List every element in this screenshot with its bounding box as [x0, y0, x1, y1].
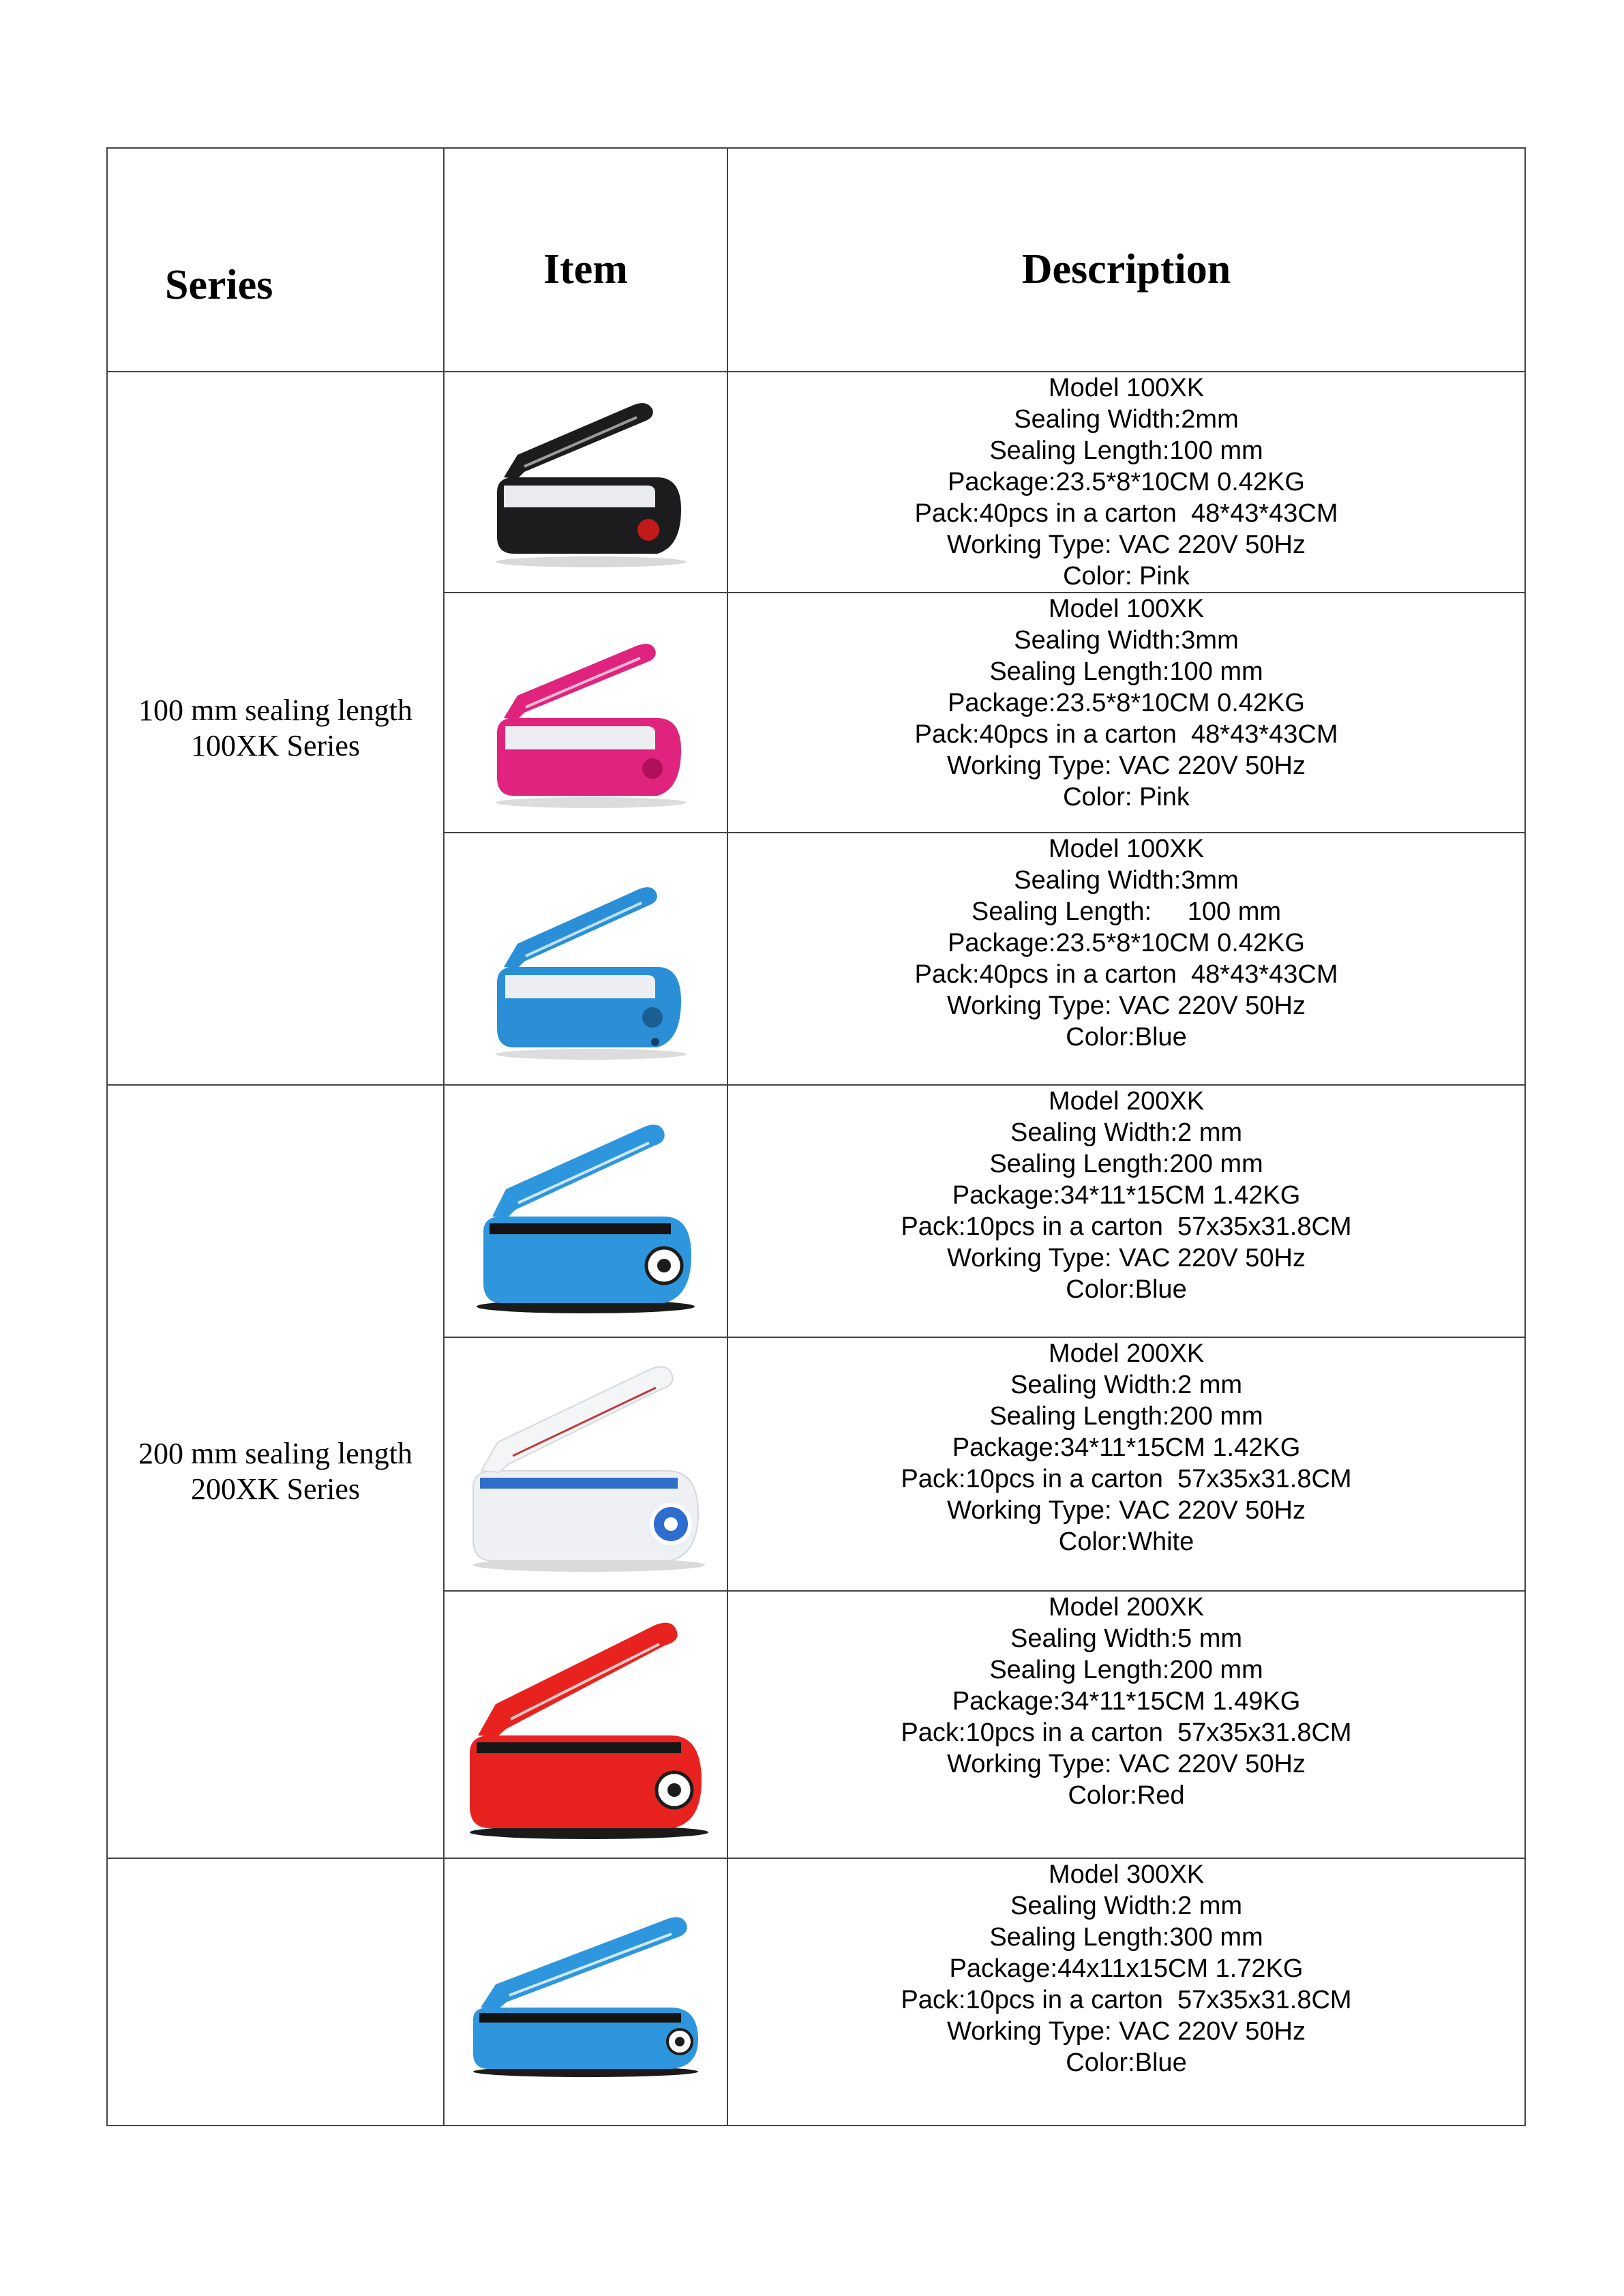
- desc-sealing-length: Sealing Length:200 mm: [989, 1402, 1263, 1431]
- impulse-sealer-black-icon: [477, 390, 695, 574]
- desc-sealing-length: Sealing Length:200 mm: [989, 1150, 1263, 1178]
- desc-sealing-width: Sealing Width:2 mm: [1010, 1118, 1242, 1147]
- desc-package: Package:44x11x15CM 1.72KG: [949, 1954, 1304, 1983]
- desc-package: Package:34*11*15CM 1.49KG: [952, 1687, 1301, 1716]
- desc-model: Model 200XK: [1048, 1593, 1205, 1622]
- desc-color: Color:Blue: [1066, 2048, 1187, 2077]
- product-row: [107, 372, 1525, 593]
- desc-package: Package:34*11*15CM 1.42KG: [952, 1433, 1301, 1462]
- desc-color: Color: Pink: [1063, 562, 1190, 591]
- desc-working-type: Working Type: VAC 220V 50Hz: [947, 531, 1306, 559]
- desc-sealing-length: Sealing Length:200 mm: [989, 1656, 1263, 1684]
- desc-working-type: Working Type: VAC 220V 50Hz: [947, 992, 1306, 1020]
- series-line: 200XK Series: [190, 1472, 361, 1506]
- header-series: Series: [107, 148, 444, 372]
- product-image-cell: [444, 593, 727, 833]
- product-spec-table: [106, 147, 1526, 2126]
- desc-package: Package:23.5*8*10CM 0.42KG: [948, 689, 1305, 717]
- desc-color: Color:Red: [1068, 1781, 1185, 1810]
- series-cell-100xk: [107, 372, 444, 1085]
- desc-pack: Pack:10pcs in a carton 57x35x31.8CM: [901, 1465, 1352, 1493]
- product-row: [107, 1858, 1525, 2126]
- series-line: 200 mm sealing length: [138, 1437, 413, 1470]
- series-line: 100 mm sealing length: [138, 694, 413, 727]
- header-description: Description: [727, 148, 1525, 372]
- desc-pack: Pack:40pcs in a carton 48*43*43CM: [914, 960, 1338, 989]
- desc-sealing-width: Sealing Width:2 mm: [1010, 1371, 1242, 1399]
- desc-working-type: Working Type: VAC 220V 50Hz: [947, 2017, 1306, 2046]
- desc-sealing-width: Sealing Width:3mm: [1014, 626, 1239, 655]
- desc-pack: Pack:40pcs in a carton 48*43*43CM: [914, 499, 1338, 528]
- desc-model: Model 300XK: [1048, 1860, 1205, 1889]
- desc-package: Package:23.5*8*10CM 0.42KG: [948, 468, 1305, 496]
- product-description: [727, 1858, 1525, 2126]
- desc-sealing-length: Sealing Length:300 mm: [989, 1923, 1263, 1952]
- series-cell-200xk: [107, 1085, 444, 1858]
- desc-pack: Pack:10pcs in a carton 57x35x31.8CM: [901, 1986, 1352, 2014]
- desc-package: Package:34*11*15CM 1.42KG: [952, 1181, 1301, 1210]
- product-image-cell: [444, 833, 727, 1085]
- product-description: [727, 593, 1525, 833]
- desc-sealing-length: Sealing Length: 100 mm: [971, 897, 1282, 926]
- desc-pack: Pack:10pcs in a carton 57x35x31.8CM: [901, 1718, 1352, 1747]
- desc-working-type: Working Type: VAC 220V 50Hz: [947, 1496, 1306, 1525]
- product-row: [107, 1085, 1525, 1337]
- product-image-cell: [444, 1337, 727, 1591]
- desc-model: Model 100XK: [1048, 595, 1205, 623]
- product-image-cell: [444, 1085, 727, 1337]
- desc-working-type: Working Type: VAC 220V 50Hz: [947, 1750, 1306, 1778]
- product-image-cell: [444, 372, 727, 593]
- impulse-sealer-red-dial-icon: [456, 1602, 715, 1847]
- desc-sealing-width: Sealing Width:3mm: [1014, 866, 1239, 895]
- desc-color: Color: Pink: [1063, 783, 1190, 811]
- desc-sealing-width: Sealing Width:2 mm: [1010, 1892, 1242, 1920]
- series-line: 100XK Series: [190, 729, 361, 762]
- product-description: [727, 1591, 1525, 1858]
- impulse-sealer-blue-icon: [477, 850, 695, 1068]
- desc-model: Model 100XK: [1048, 835, 1205, 863]
- product-description: [727, 372, 1525, 593]
- impulse-sealer-blue-dial-icon: [466, 1102, 705, 1320]
- header-item: Item: [444, 148, 727, 372]
- impulse-sealer-pink-icon: [477, 610, 695, 815]
- header-row: [107, 148, 1525, 372]
- desc-package: Package:23.5*8*10CM 0.42KG: [948, 929, 1305, 957]
- product-description: [727, 1085, 1525, 1337]
- desc-model: Model 100XK: [1048, 374, 1205, 402]
- product-image-cell: [444, 1591, 727, 1858]
- desc-model: Model 200XK: [1048, 1339, 1205, 1368]
- desc-pack: Pack:10pcs in a carton 57x35x31.8CM: [901, 1212, 1352, 1241]
- product-image-cell: [444, 1858, 727, 2126]
- impulse-sealer-white-dial-icon: [460, 1348, 712, 1580]
- desc-sealing-length: Sealing Length:100 mm: [989, 657, 1263, 686]
- product-description: [727, 1337, 1525, 1591]
- desc-sealing-width: Sealing Width:2mm: [1014, 405, 1239, 434]
- desc-sealing-length: Sealing Length:100 mm: [989, 436, 1263, 465]
- desc-working-type: Working Type: VAC 220V 50Hz: [947, 751, 1306, 780]
- desc-model: Model 200XK: [1048, 1087, 1205, 1116]
- product-description: [727, 833, 1525, 1085]
- desc-color: Color:White: [1058, 1527, 1194, 1556]
- desc-working-type: Working Type: VAC 220V 50Hz: [947, 1244, 1306, 1272]
- desc-pack: Pack:40pcs in a carton 48*43*43CM: [914, 720, 1338, 749]
- desc-color: Color:Blue: [1066, 1275, 1187, 1304]
- desc-color: Color:Blue: [1066, 1023, 1187, 1052]
- desc-sealing-width: Sealing Width:5 mm: [1010, 1624, 1242, 1653]
- series-cell-300xk: [107, 1858, 444, 2126]
- impulse-sealer-blue-long-icon: [463, 1900, 708, 2084]
